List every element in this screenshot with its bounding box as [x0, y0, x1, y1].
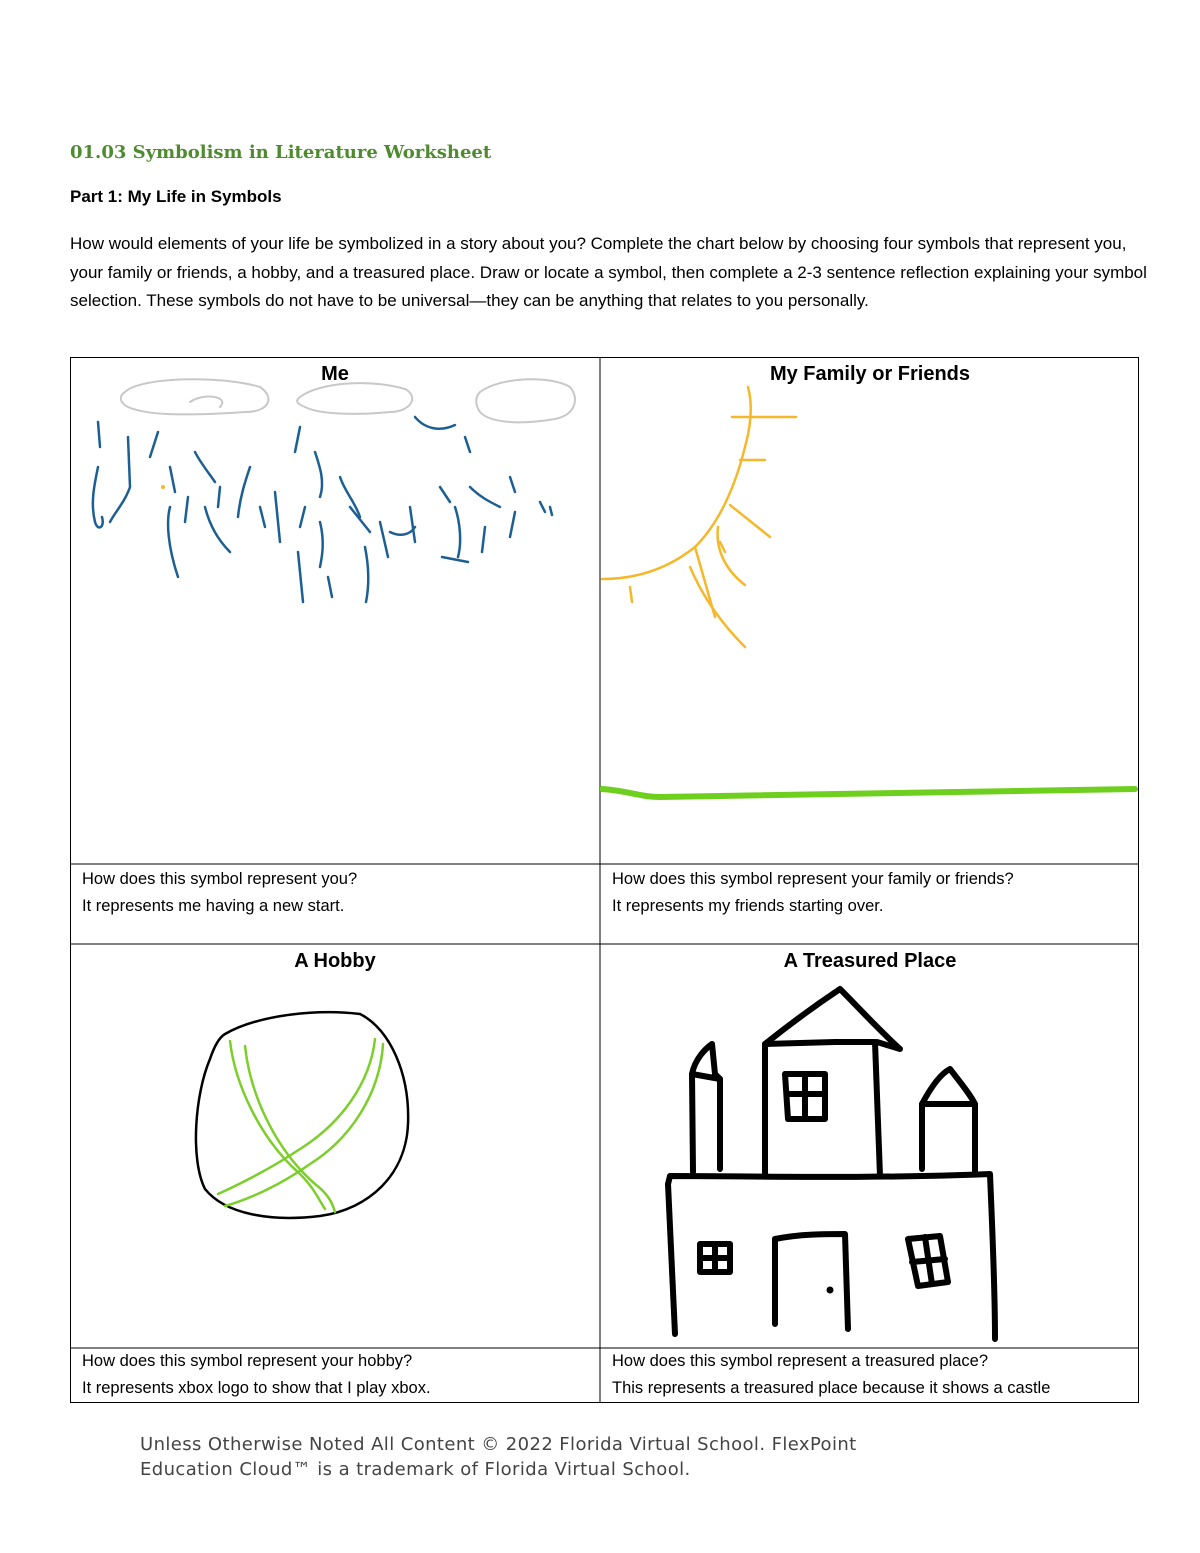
me-answer[interactable]: It represents me having a new start. [82, 897, 345, 915]
place-reflection [612, 1348, 1132, 1402]
hobby-answer[interactable]: It represents xbox logo to show that I play xbox. [82, 1379, 431, 1397]
me-question: How does this symbol represent you? [82, 870, 358, 888]
family-answer[interactable]: It represents my friends starting over. [612, 897, 884, 915]
footer-line-2: Education Cloud™ is a trademark of Florida Virtual School. [140, 1459, 691, 1480]
worksheet-title: 01.03 Symbolism in Literature Worksheet [70, 142, 492, 163]
castle-drawing [600, 944, 1140, 1403]
hobby-reflection [82, 1348, 592, 1402]
copyright-footer [140, 1432, 857, 1482]
family-reflection [612, 866, 1132, 920]
place-answer[interactable]: This represents a treasured place because it shows a castle [612, 1379, 1051, 1397]
hobby-question: How does this symbol represent your hobby? [82, 1352, 413, 1370]
symbols-chart [70, 357, 1140, 1403]
place-heading: A Treasured Place [783, 950, 957, 972]
footer-line-1: Unless Otherwise Noted All Content © 2022 Florida Virtual School. FlexPoint [140, 1434, 857, 1455]
me-reflection [82, 866, 592, 920]
hobby-heading: A Hobby [294, 950, 376, 972]
rain-clouds-drawing [70, 357, 600, 864]
xbox-logo-drawing [70, 944, 600, 1348]
sunrise-drawing [600, 357, 1140, 864]
place-question: How does this symbol represent a treasured place? [612, 1352, 989, 1370]
part-heading: Part 1: My Life in Symbols [70, 187, 282, 206]
instructions-text: How would elements of your life be symbolized in a story about you? Complete the chart below by choosing four symbols that represent you, your family or friends, a hobby, and a treasured place. Draw or locate a symbol, then complete a 2-3 sentence reflection explaining your symbol selection. These symbols do not have to be universal—they can be anything that relates to you personally. [70, 234, 1147, 310]
family-heading: My Family or Friends [769, 363, 971, 385]
me-heading: Me [321, 363, 349, 385]
family-question: How does this symbol represent your family or friends? [612, 870, 1014, 888]
